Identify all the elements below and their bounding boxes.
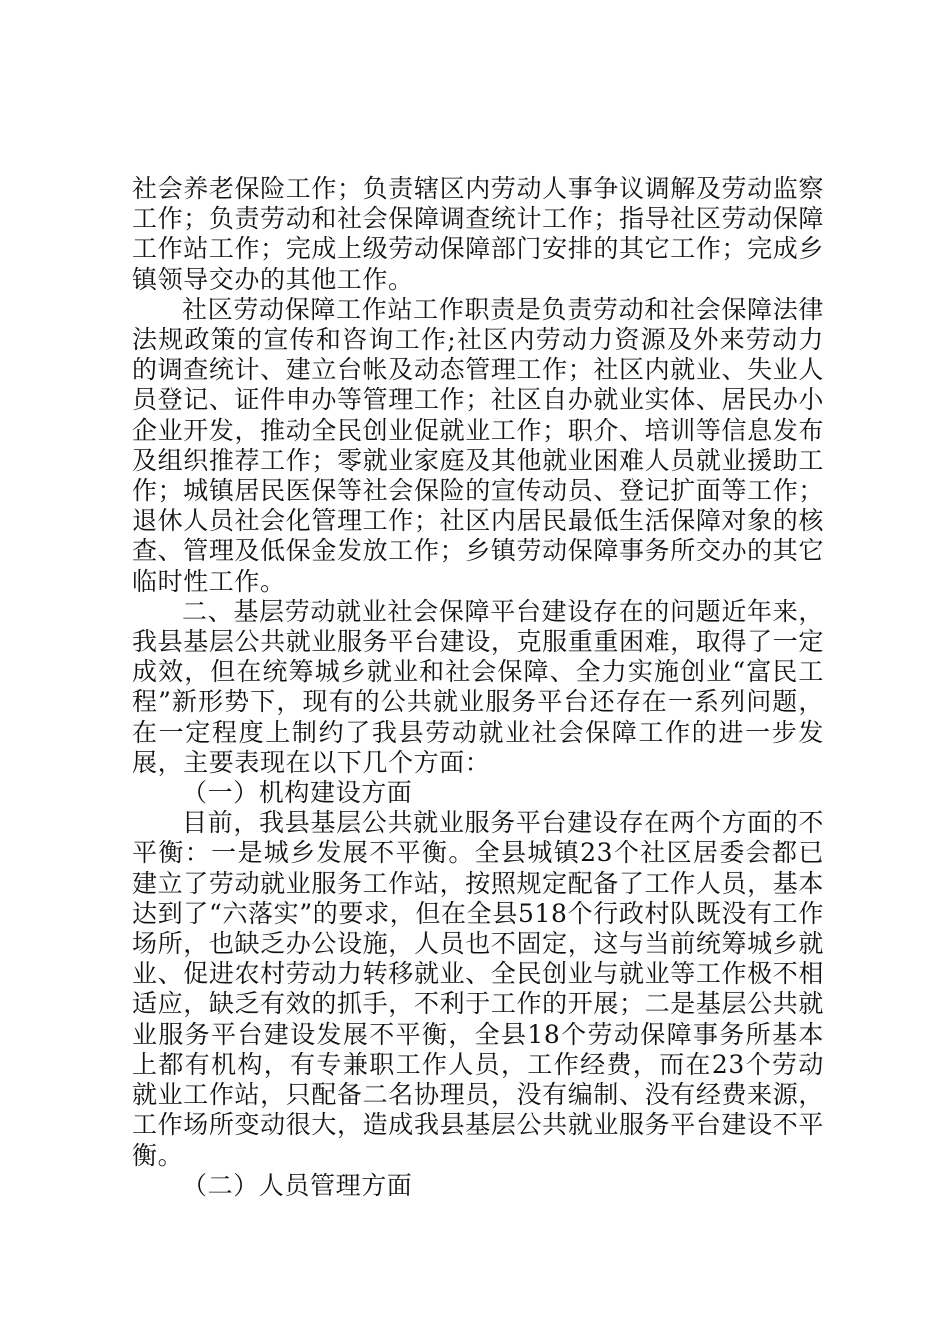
subheading-personnel-management: （二）人员管理方面 bbox=[182, 1170, 413, 1200]
paragraph-section-two-problems: 二、基层劳动就业社会保障平台建设存在的问题近年来，我县基层公共就业服务平台建设，克服重重困难，取得了一定成效，但在统筹城乡就业和社会保障、全力实施创业“富民工程”新形势下，现有的公共就业服务平台还存在一系列问题，在一定程度上制约了我县劳动就业社会保障工作的进一步发展，主要表现在以下几个方面： bbox=[132, 596, 824, 777]
subheading-institution-building: （一）机构建设方面 bbox=[182, 778, 413, 808]
paragraph-community-station-duties: 社区劳动保障工作站工作职责是负责劳动和社会保障法律法规政策的宣传和咨询工作;社区内劳动力资源及外来劳动力的调查统计、建立台帐及动态管理工作；社区内就业、失业人员登记、证件申办等管理工作；社区自办就业实体、居民办小企业开发，推动全民创业促就业工作；职介、培训等信息发布及组织推荐工作；零就业家庭及其他就业困难人员就业援助工作；城镇居民医保等社会保险的宣传动员、登记扩面等工作；退休人员社会化管理工作；社区内居民最低生活保障对象的核查、管理及低保金发放工作；乡镇劳动保障事务所交办的其它临时性工作。 bbox=[132, 294, 824, 596]
paragraph-continuation: 社会养老保险工作；负责辖区内劳动人事争议调解及劳动监察工作；负责劳动和社会保障调查统计工作；指导社区劳动保障工作站工作；完成上级劳动保障部门安排的其它工作；完成乡镇领导交办的其他工作。 bbox=[132, 174, 824, 294]
paragraph-institution-imbalance: 目前，我县基层公共就业服务平台建设存在两个方面的不平衡：一是城乡发展不平衡。全县城镇23个社区居委会都已建立了劳动就业服务工作站，按照规定配备了工作人员，基本达到了“六落实”的要求，但在全县518个行政村队既没有工作场所，也缺乏办公设施，人员也不固定，这与当前统筹城乡就业、促进农村劳动力转移就业、全民创业与就业等工作极不相适应，缺乏有效的抓手，不利于工作的开展；二是基层公共就业服务平台建设发展不平衡，全县18个劳动保障事务所基本上都有机构，有专兼职工作人员，工作经费，而在23个劳动就业工作站，只配备二名协理员，没有编制、没有经费来源，工作场所变动很大，造成我县基层公共就业服务平台建设不平衡。 bbox=[132, 808, 824, 1170]
document-body bbox=[132, 174, 824, 1201]
